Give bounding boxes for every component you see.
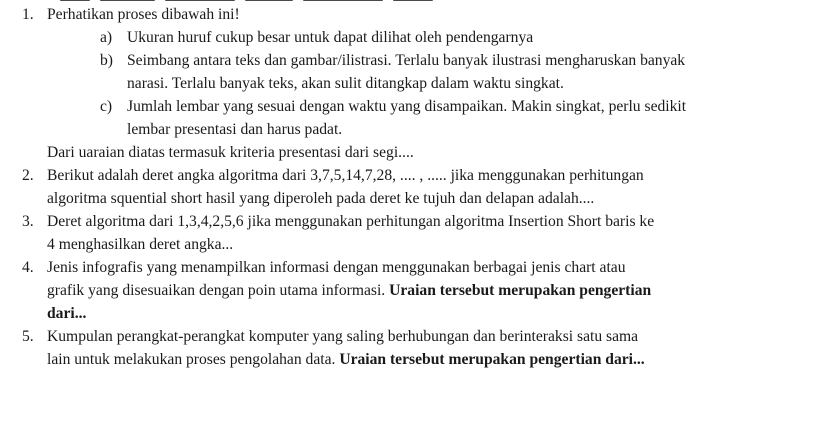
question-prompt-bold: dari... [47, 305, 87, 322]
question-text: Jenis infografis yang menampilkan informasi dengan menggunakan berbagai jenis chart atau [47, 259, 626, 276]
question-text: Perhatikan proses dibawah ini! [47, 6, 240, 23]
question-text: Berikut adalah deret angka algoritma dari 3,7,5,14,7,28, .... , ..... jika menggunakan perhitungan [47, 167, 644, 184]
sub-item-letter: b) [100, 52, 113, 69]
question-text: Deret algoritma dari 1,3,4,2,5,6 jika menggunakan perhitungan algoritma Insertion Short baris ke [47, 213, 655, 230]
question-1-closing [0, 141, 820, 164]
question-2-line [0, 164, 820, 187]
question-text: Kumpulan perangkat-perangkat komputer yang saling berhubungan dan berinteraksi satu sama [47, 328, 639, 345]
question-4-line [0, 256, 820, 279]
sub-item-a [0, 26, 820, 49]
question-text: 4 menghasilkan deret angka... [47, 236, 234, 253]
sub-item-text: lembar presentasi dan harus padat. [127, 121, 343, 138]
question-4-continued [0, 279, 820, 302]
question-4-continued-2 [0, 302, 820, 325]
sub-item-text: narasi. Terlalu banyak teks, akan sulit ditangkap dalam waktu singkat. [127, 75, 564, 92]
question-3-line [0, 210, 820, 233]
question-number: 2. [22, 167, 34, 184]
sub-item-text: Jumlah lembar yang sesuai dengan waktu yang disampaikan. Makin singkat, perlu sedikit [127, 98, 687, 115]
sub-item-letter: c) [100, 98, 113, 115]
question-number: 5. [22, 328, 34, 345]
sub-item-c [0, 95, 820, 118]
question-2-continued [0, 187, 820, 210]
sub-item-b [0, 49, 820, 72]
question-1-line [0, 3, 820, 26]
question-document [0, 3, 820, 371]
question-prompt-bold: Uraian tersebut merupakan pengertian [389, 282, 652, 299]
sub-item-letter: a) [100, 29, 113, 46]
question-5-continued [0, 348, 820, 371]
sub-item-text: Ukuran huruf cukup besar untuk dapat dilihat oleh pendengarnya [127, 29, 534, 46]
question-text: lain untuk melakukan proses pengolahan data. [47, 351, 336, 368]
question-text: Dari uaraian diatas termasuk kriteria presentasi dari segi.... [47, 144, 414, 161]
sub-item-b-continued [0, 72, 820, 95]
question-text-mixed [47, 279, 651, 302]
question-number: 3. [22, 213, 34, 230]
question-text-mixed [47, 348, 645, 371]
question-3-continued [0, 233, 820, 256]
question-text: algoritma squential short hasil yang diperoleh pada deret ke tujuh dan delapan adalah.... [47, 190, 595, 207]
question-5-line [0, 325, 820, 348]
question-text: grafik yang disesuaikan dengan poin utama informasi. [47, 282, 386, 299]
question-number: 4. [22, 259, 34, 276]
sub-item-text: Seimbang antara teks dan gambar/ilistrasi. Terlalu banyak ilustrasi mengharuskan banyak [127, 52, 686, 69]
question-number: 1. [22, 6, 34, 23]
sub-item-c-continued [0, 118, 820, 141]
question-prompt-bold: Uraian tersebut merupakan pengertian dari... [339, 351, 645, 368]
